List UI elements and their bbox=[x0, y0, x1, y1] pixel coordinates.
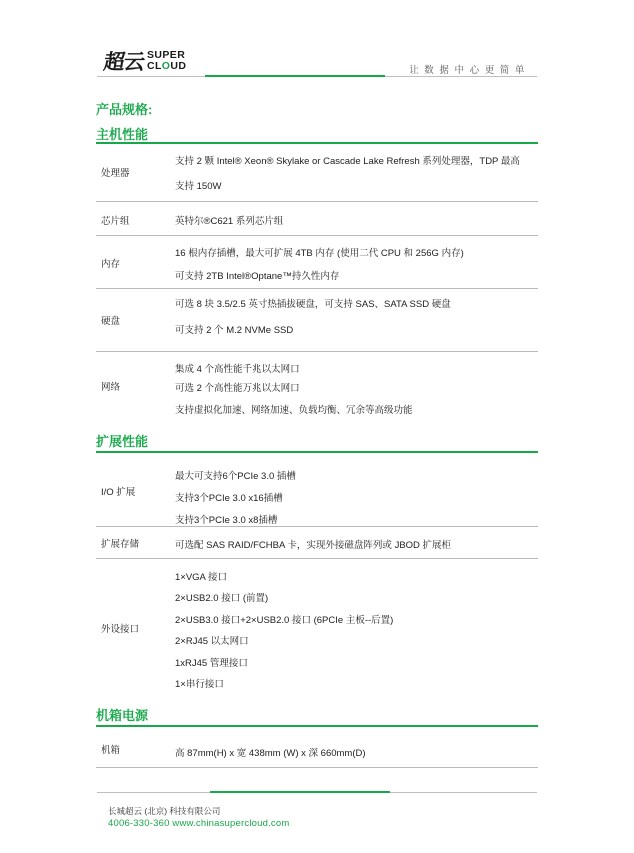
row-value-ports-3: 2×USB3.0 接口+2×USB2.0 接口 (6PCIe 主板--后置) bbox=[175, 615, 394, 626]
row-divider bbox=[96, 288, 538, 289]
row-value-io-2: 支持3个PCIe 3.0 x16插槽 bbox=[175, 493, 283, 504]
row-value-network-3: 支持虚拟化加速、网络加速、负载均衡、冗余等高级功能 bbox=[175, 405, 413, 416]
logo bbox=[104, 46, 186, 76]
row-value-cpu-2: 支持 150W bbox=[175, 181, 222, 192]
logo-en-text bbox=[147, 50, 186, 72]
row-label-cpu: 处理器 bbox=[101, 168, 130, 179]
section-divider-expansion bbox=[96, 451, 538, 453]
row-value-ports-6: 1×串行接口 bbox=[175, 679, 224, 690]
row-label-chipset: 芯片组 bbox=[101, 216, 130, 227]
row-value-ports-1: 1×VGA 接口 bbox=[175, 572, 228, 583]
spec-title: 产品规格: bbox=[96, 102, 153, 117]
row-label-ports: 外设接口 bbox=[101, 624, 140, 635]
section-divider-chassis bbox=[96, 725, 538, 727]
row-divider bbox=[96, 526, 538, 527]
row-divider bbox=[96, 558, 538, 559]
section-divider-host bbox=[96, 142, 538, 144]
section-title-expansion: 扩展性能 bbox=[96, 434, 149, 449]
footer-company: 长城超云 (北京) 科技有限公司 bbox=[108, 806, 221, 816]
row-label-storage: 扩展存储 bbox=[101, 539, 140, 550]
row-value-io-3: 支持3个PCIe 3.0 x8插槽 bbox=[175, 515, 278, 526]
section-title-host: 主机性能 bbox=[96, 127, 149, 142]
section-title-chassis: 机箱电源 bbox=[96, 708, 149, 723]
slogan: 让数据中心更简单 bbox=[409, 65, 530, 76]
row-value-ports-4: 2×RJ45 以太网口 bbox=[175, 636, 249, 647]
row-value-chipset-1: 英特尔®C621 系列芯片组 bbox=[175, 216, 284, 227]
row-value-memory-1: 16 根内存插槽，最大可扩展 4TB 内存 (使用二代 CPU 和 256G 内存) bbox=[175, 248, 464, 259]
row-value-network-2: 可选 2 个高性能万兆以太网口 bbox=[175, 383, 300, 394]
footer-contact: 4006-330-360 www.chinasupercloud.com bbox=[108, 818, 290, 829]
row-divider bbox=[96, 767, 538, 768]
row-value-memory-2: 可支持 2TB Intel®Optane™持久性内存 bbox=[175, 271, 340, 282]
row-value-network-1: 集成 4 个高性能千兆以太网口 bbox=[175, 364, 300, 375]
row-value-io-1: 最大可支持6个PCIe 3.0 插槽 bbox=[175, 471, 296, 482]
row-label-memory: 内存 bbox=[101, 259, 121, 270]
logo-en-line1: SUPER bbox=[147, 49, 186, 61]
header-accent-bar bbox=[205, 75, 385, 77]
row-value-storage-1: 可选配 SAS RAID/FCHBA 卡，实现外接磁盘阵列或 JBOD 扩展柜 bbox=[175, 540, 452, 551]
row-value-case-1: 高 87mm(H) x 宽 438mm (W) x 深 660mm(D) bbox=[175, 748, 366, 759]
logo-en-line2-a: CL bbox=[147, 60, 162, 72]
row-value-cpu-1: 支持 2 颗 Intel® Xeon® Skylake or Cascade Lake Refresh 系列处理器，TDP 最高 bbox=[175, 156, 520, 167]
footer-accent-bar bbox=[210, 791, 390, 793]
row-label-network: 网络 bbox=[101, 382, 121, 393]
row-label-disk: 硬盘 bbox=[101, 316, 121, 327]
row-label-case: 机箱 bbox=[101, 745, 121, 756]
logo-cn-text: 超云 bbox=[102, 50, 146, 74]
logo-en-line2-o: O bbox=[161, 60, 171, 72]
row-divider bbox=[96, 235, 538, 236]
row-divider bbox=[96, 351, 538, 352]
row-value-ports-5: 1xRJ45 管理接口 bbox=[175, 658, 248, 669]
logo-en-line2-b: UD bbox=[170, 60, 187, 72]
row-label-io: I/O 扩展 bbox=[101, 487, 136, 498]
row-value-ports-2: 2×USB2.0 接口 (前置) bbox=[175, 593, 269, 604]
row-value-disk-2: 可支持 2 个 M.2 NVMe SSD bbox=[175, 325, 294, 336]
row-divider bbox=[96, 201, 538, 202]
row-value-disk-1: 可选 8 块 3.5/2.5 英寸热插拔硬盘，可支持 SAS、SATA SSD 硬盘 bbox=[175, 299, 451, 310]
